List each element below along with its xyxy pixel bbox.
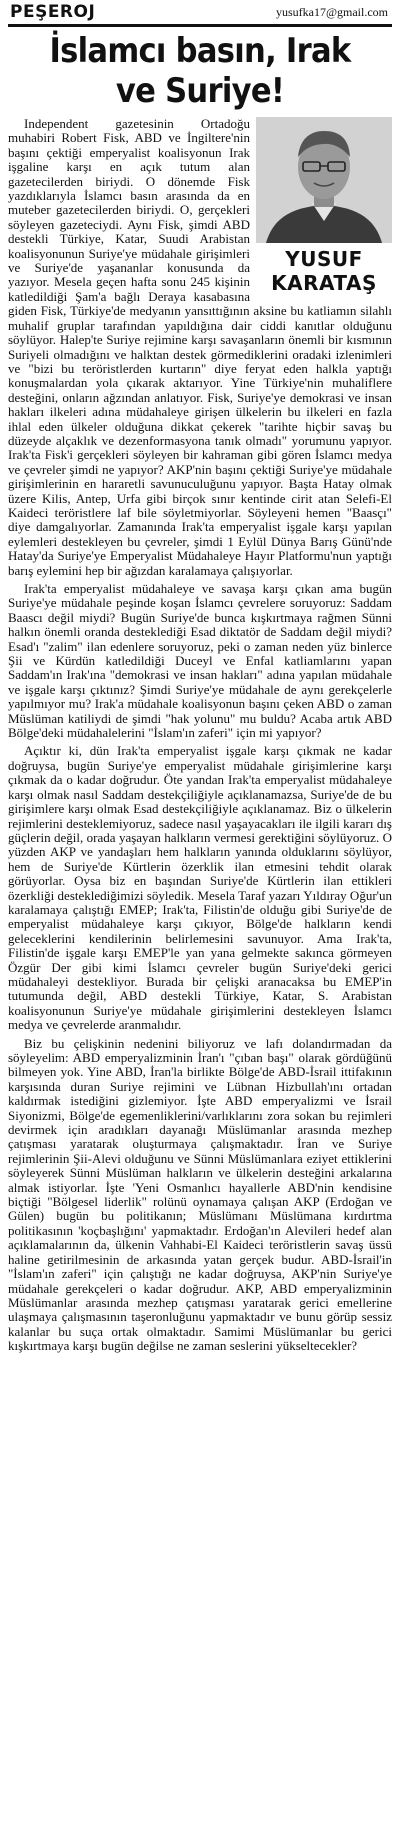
paragraph: Irak'ta emperyalist müdahaleye ve savaşa karşı çıkan ama bugün Suriye'ye müdahale peşinde koşan İslamcı çevrelere soruyoruz: Saddam Baascı değil miydi? Bugün Suriye'de bunca kışkırtmaya rağmen Sünni halkın önemli oranda desteklediği Esad diktatör de Saddam değil miydi? Esad'ı "zalim" ilan edenlere soruyoruz, peki o zaman neden yüz binlerce Şii ve Kürdün katledildiği Duceyl ve Enfal katliamlarını yapan Saddam'ın Irak'ına "demokrasi ve insan hakları" adına yapılan müdahale ve işgale karşı çıktınız? Şimdi Suriye'ye müdahale de aynı gerekçelerle yapılmıyor mu? Irak'a müdahale koalisyonun başını çeken ABD o zaman Müslüman katiliydi de şimdi "hak yolunu" mu buldu? Acaba artık ABD Bölge'deki müdahalelerini "İslam'ın zaferi" için mi yapıyor? [8,581,392,741]
paragraph: Açıktır ki, dün Irak'ta emperyalist işgale karşı çıkmak ne kadar doğruysa, bugün Suriye'ye emperyalist müdahale girişimlerine karşı çıkmak da o kadar doğrudur. Öte yandan Irak'ta emperyalist müdahaleye karşı olmak nasıl Saddam destekçiliğiyle açıklanamazsa, Suriye'de de bu girişimlere karşı olmak Esad destekçiliğiyle açıklanamaz. Biz o ülkelerin rejimlerini desteklemiyoruz, sadece nasıl yaşayacakları ile ilgili kararı dış güçlerin değil, orada yaşayan halkların vermesi gerektiğini söylüyoruz. O yüzden AKP ve yandaşları hem halkların yanında olduklarını söylüyor, hem de Suriye'de Kürtlerin özerklik ilan etmesini tehdit olarak görüyorlar. Oysa biz en başından Suriye'de Kürtlerin ilan ettikleri özerkliği desteklediğimizi söyledik. Mesela Taraf yazarı Yıldıray Oğur'un karalamaya çalıştığı EMEP; Irak'ta, Filistin'de olduğu gibi Suriye'de de emperyalist müdahaleye karşı çıkıyor, Bölge'de halkların kendi geleceklerini kendilerinin belirlemesini savunuyor. Ama Irak'ta, Filistin'de işgale karşı EMEP'le yan yana gelmekte sakınca görmeyen Özgür Der gibi kimi İslamcı çevreler bugün Suriye'deki gerici müdahaleyi destekliyor. Burada bir çelişki aranacaksa bu EMEP'in tutumunda değil, ABD destekli Türkiye, Katar, S. Arabistan koalisyonunun Suriye'ye müdahale girişimlerini destekleyen İslamcı medya ve çevrelerde aranmalıdır. [8,743,392,1033]
author-last-name: KARATAŞ [271,271,377,295]
column-header [8,0,392,27]
article-title [27,31,373,111]
paragraph: Biz bu çelişkinin nedenini biliyoruz ve lafı dolandırmadan da söyleyelim: ABD emperyalizminin İran'ı "çıban başı" olarak gördüğünü bilmeyen yok. Yine ABD, İran'la birlikte Bölge'de ABD-İsrail ittifakının karşısında duran Suriye rejimini ve Lübnan Hizbullah'ını ortadan kaldırmak istediğini gizlemiyor. İşte ABD emperyalizmi ve İsrail Siyonizmi, Bölge'de egemenliklerini/varlıklarını zora sokan bu rejimleri devirmek için aradıkları dayanağı Müslümanlar arasında mezhep çatışması yaratarak oluşturmaya çalışmaktadır. İran ve Suriye rejimlerinin Şii-Alevi olduğunu ve Sünni Müslümanlara eziyet ettiklerini söyleyerek Sünni Müslüman halkların ve ülkelerin desteğini arkalarına almak istiyorlar. İşte 'Yeni Osmanlıcı hayallerle ABD'nin kendisine biçtiği "Bölgesel liderlik" rolünü oynamaya çalışan AKP (Erdoğan ve Gülen) bugün bu politikanın; Müslümanı Müslümana kırdırtma politikasının 'koçbaşlığını' yapmaktadır. Erdoğan'ın Alevileri hedef alan açıklamalarının da, ülkenin Vahhabi-El Kaideci teröristlerin savaş üssü haline getirilmesinin de arkasında yatan gerçek budur. ABD-İsrail'in "İslam'ın zaferi" için çalıştığı ne kadar doğruysa, AKP'nin Suriye'ye müdahale gerekçeleri o kadar doğrudur. AKP, ABD emperyalizminin Müslümanlar arasında mezhep çatışması yaratarak gerici emellerine ulaşmaya çalışmasının taşeronluğunu yapmaktadır ve bunu görüp sessiz kalanlar bu suça ortak olmaktadır. Samimi Müslümanlar bu gerici kışkırtmaya karşı bugün değilse ne zaman seslerini yükseltecekler? [8,1035,392,1354]
author-first-name: YUSUF [285,247,363,271]
paragraph: Independent gazetesinin Ortadoğu muhabiri Robert Fisk, ABD ve İngiltere'nin başını çektiği emperyalist koalisyonun Irak işgaline karşı en açık tutum alan gazetecilerden biriydi. O dönemde Fisk yazdıklarıyla İslamcı basın arasında da en muteber gazetecilerden biriydi. O, gerçekleri söyleyen gazeteciydi. Aynı Fisk, şimdi ABD destekli Türkiye, Katar, Suudi Arabistan koalisyonunun Suriye'ye müdahale girişimleri ve Suriye'de yaşananlar konusunda da yazıyor. Mesela geçen hafta sonu 245 kişinin katledildiği Şam'a bağlı Deraya kasabasına giden Fisk, Türkiye'de medyanın yansıttığının aksine bu katliamın silahlı muhalif gruplar tarafından yapıldığına dair ciddi kanıtlar olduğunu söylüyor. Halep'te Suriye rejimine karşı savaşanların önemli bir kısmının Suriyeli olmadığını ve halktan destek görmediklerini oradaki izlenimleri ve "bizi bu teröristlerden kurtarın" diye feryat eden halkla yaptığı konuşmalardan yola çıkarak aktarıyor. Yine Türkiye'nin muhaliflere desteğini, onların ağzından anlatıyor. Fisk, Suriye'ye demokrasi ve insan hakları ilkeleri adına müdahaleye girişen ülkelerin bu ilkeleri en fazla ihlal eden ülkeler olduğuna dikkat çekerek "tarihte hiçbir savaş bu düzeyde alçaklık ve dezenformasyona tanık olmadı" yorumunu yapıyor. Irak'ta Fisk'i gerçekleri söyleyen bir kahraman gibi gören İslamcı medya ve çevreler şimdi ne yapıyor? AKP'nin başını çektiği Suriye'ye müdahale girişimlerinin en hararetli savunuculuğunu yapıyor. Başta Hatay olmak üzere Kilis, Antep, Urfa gibi birçok sınır kentinde cirit atan Selefi-El Kaideci teröristlere laf bile söyletmiyorlar. Söyleyeni hemen "Baasçı" diye damgalıyorlar. Zamanında Irak'ta emperyalist işgale karşı yapılan eylemleri destekleyen bu çevreler, şimdi 1 Eylül Dünya Barış Günü'nde Hatay'da Suriye'ye Emperyalist Müdahaleye Hayır Platformu'nun yaptığı barış eylemini hep bir ağızdan karalamaya çalışıyorlar. [8,116,392,578]
title-line-1: İslamcı basın, Irak [49,31,351,71]
author-box [256,117,392,295]
section-name: PEŞEROJ [10,2,96,22]
article-body-wrap [8,117,392,1354]
author-photo [256,117,392,243]
author-email: yusufka17@gmail.com [275,5,388,19]
title-line-2: ve Suriye! [115,71,285,111]
author-byline [256,247,392,295]
article-body [8,117,392,1354]
